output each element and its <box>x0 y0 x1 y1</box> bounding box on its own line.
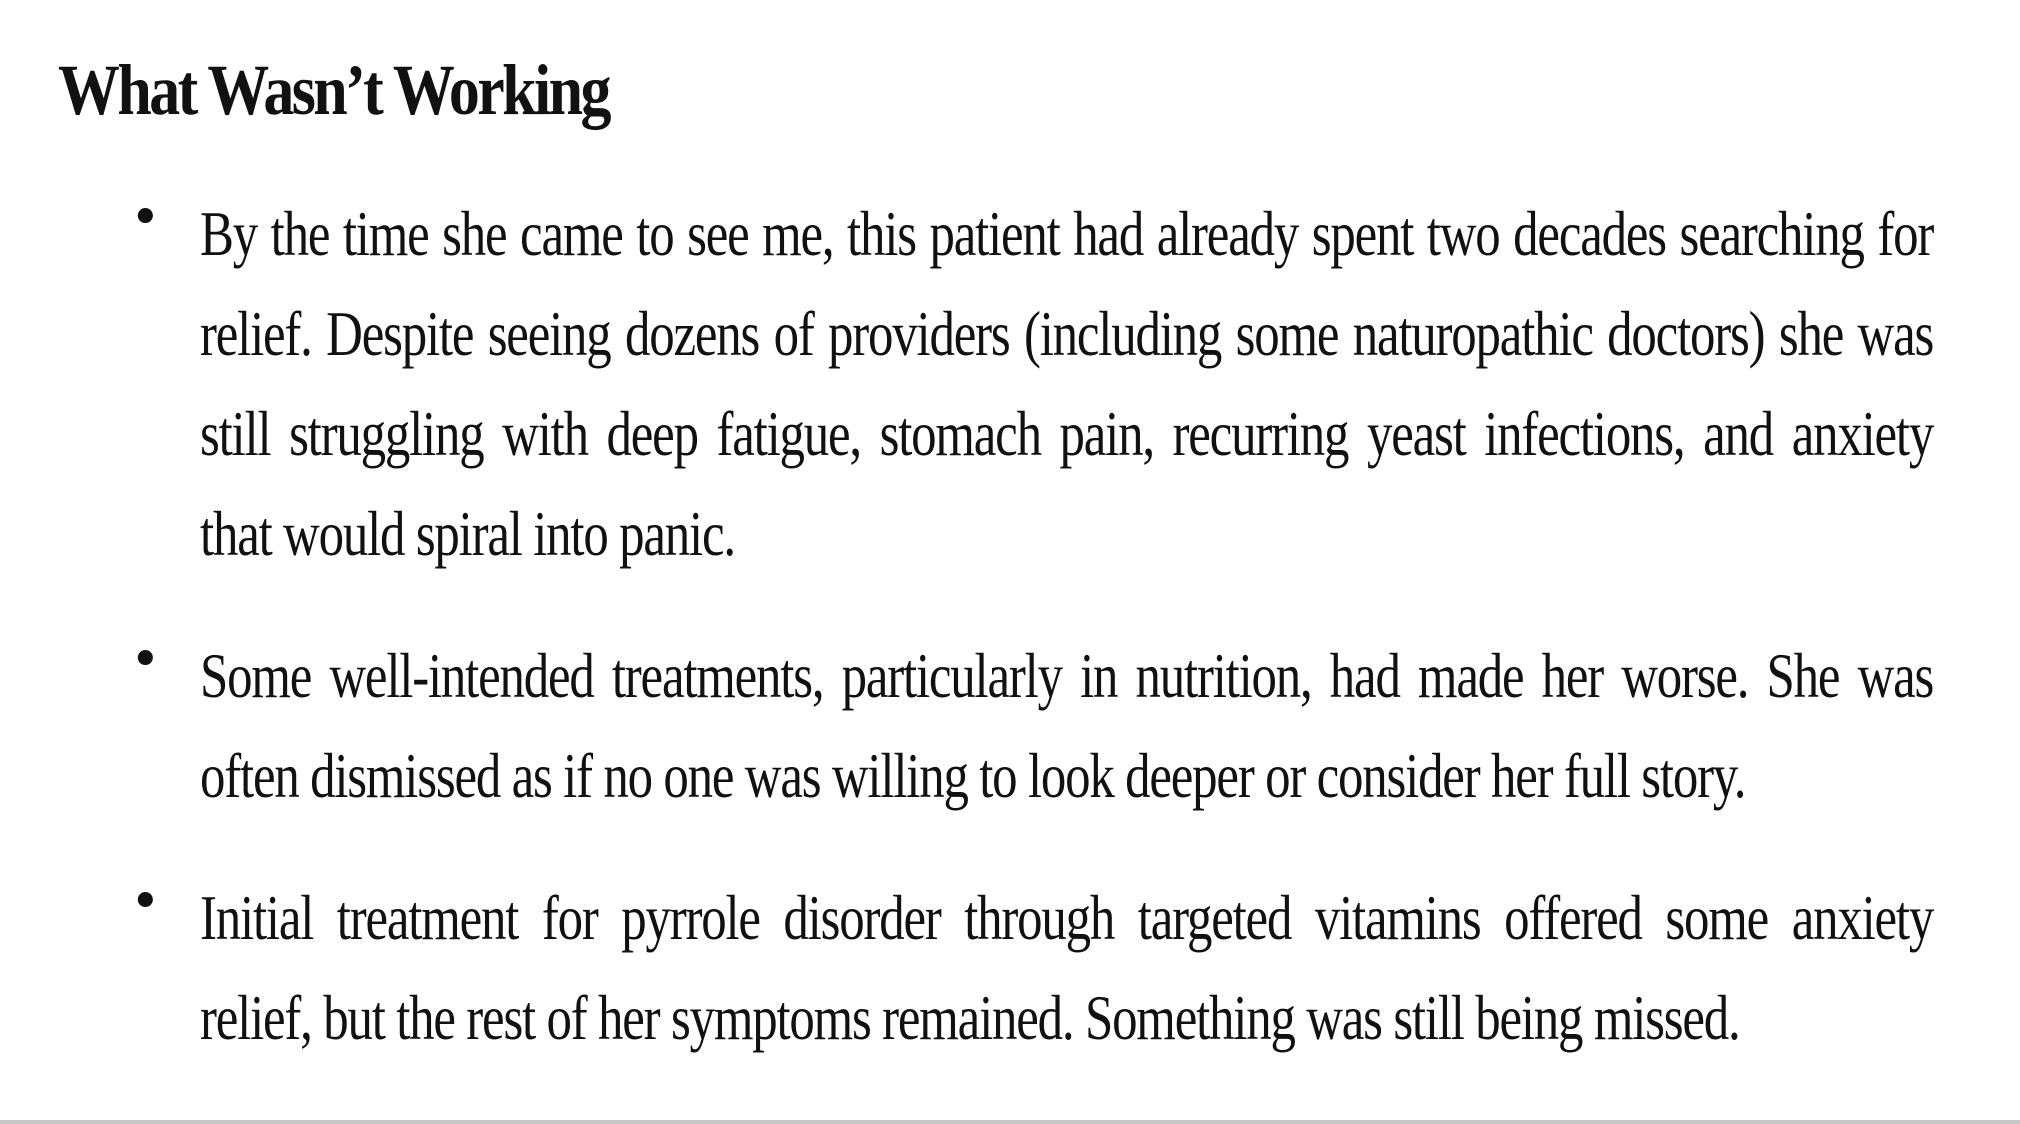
bullet-icon: • <box>130 188 161 248</box>
section-heading: What Wasn’t Working <box>58 50 609 130</box>
list-item-text: Some well-intended treatments, particularly in nutrition, had made her worse. She was often dismissed as if no one was willing to look deeper or consider her full story. <box>200 640 1934 811</box>
bullet-icon: • <box>130 872 161 932</box>
list-item-text: Initial treatment for pyrrole disorder through targeted vitamins offered some anxiety relief, but the rest of her symptoms remained. Something was still being missed. <box>200 882 1934 1053</box>
bullet-list <box>0 184 2020 1110</box>
list-item-text: By the time she came to see me, this patient had already spent two decades searching for relief. Despite seeing dozens of providers (including some naturopathic doctors) she was still struggling with deep fatigue, stomach pain, recurring yeast infections, and anxiety that would spiral into panic. <box>200 198 1934 569</box>
page-divider <box>0 1120 2020 1124</box>
list-item <box>0 184 2020 584</box>
list-item <box>0 868 2020 1068</box>
list-item <box>0 626 2020 826</box>
bullet-icon: • <box>130 630 161 690</box>
